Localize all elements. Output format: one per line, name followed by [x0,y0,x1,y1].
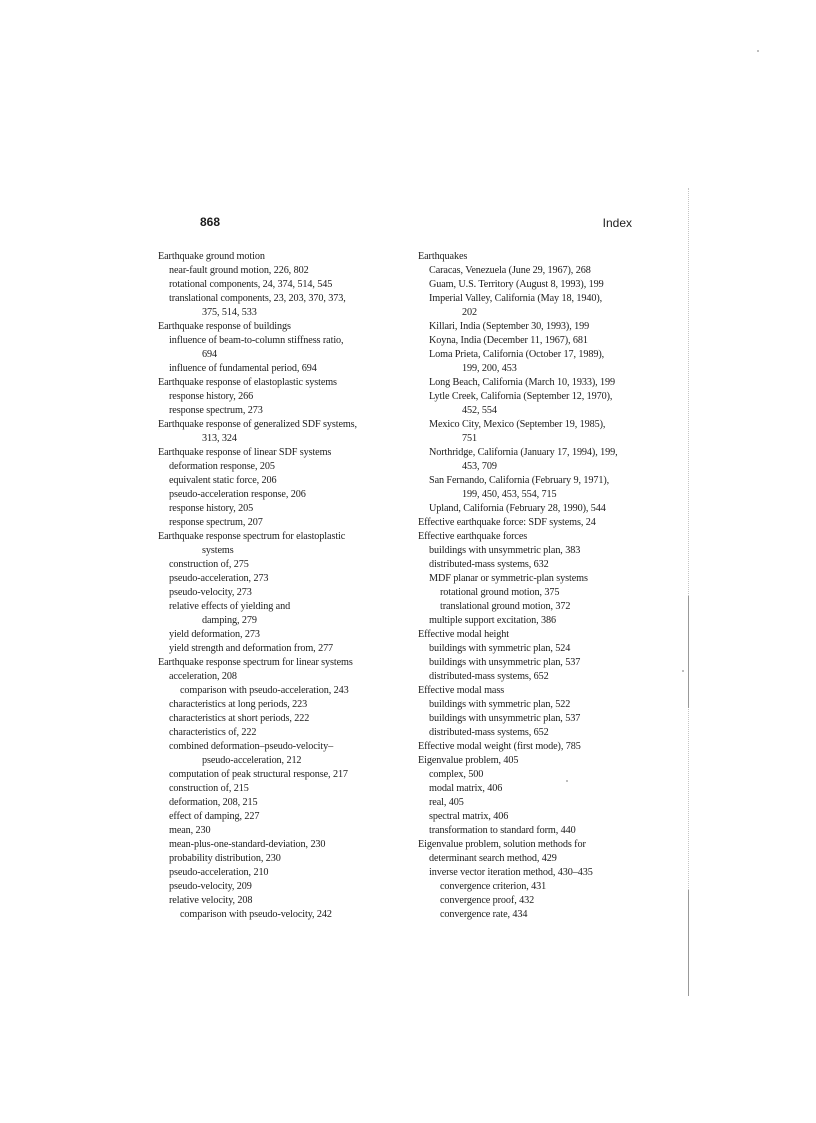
index-entry: pseudo-acceleration, 273 [169,573,269,584]
index-entry: modal matrix, 406 [429,783,503,794]
index-entry: relative effects of yielding and [169,601,291,612]
index-entry: near-fault ground motion, 226, 802 [169,265,309,276]
index-entry: response spectrum, 273 [169,405,263,416]
index-entry: 199, 200, 453 [462,363,517,374]
index-entry: yield strength and deformation from, 277 [169,643,334,654]
index-entry: 313, 324 [202,433,237,444]
index-entry: pseudo-velocity, 209 [169,881,252,892]
index-entry: 452, 554 [462,405,497,416]
index-entry: comparison with pseudo-velocity, 242 [180,909,332,920]
index-entry: 453, 709 [462,461,497,472]
index-entry: Earthquake response of buildings [158,321,291,332]
index-entry: yield deformation, 273 [169,629,260,640]
index-entry: Effective modal weight (first mode), 785 [418,741,581,752]
index-entry: translational components, 23, 203, 370, 373, [169,293,346,304]
index-entry: rotational ground motion, 375 [440,587,560,598]
index-entry: translational ground motion, 372 [440,601,571,612]
index-entry: computation of peak structural response, 217 [169,769,348,780]
index-entry: Koyna, India (December 11, 1967), 681 [429,335,588,346]
index-entry: Earthquake response of elastoplastic systems [158,377,337,388]
index-entry: Imperial Valley, California (May 18, 1940), [429,293,603,304]
index-entry: deformation response, 205 [169,461,275,472]
index-entry: spectral matrix, 406 [429,811,509,822]
index-entry: characteristics at short periods, 222 [169,713,310,724]
index-entry: buildings with unsymmetric plan, 537 [429,713,581,724]
index-entry: Earthquake response spectrum for linear systems [158,657,353,668]
running-head: Index [602,216,632,230]
index-entry: multiple support excitation, 386 [429,615,556,626]
index-entry: pseudo-acceleration, 210 [169,867,269,878]
index-entry: determinant search method, 429 [429,853,557,864]
index-entry: Earthquakes [418,251,468,262]
scan-dot [757,50,759,52]
index-column-right [418,250,658,922]
index-entry: distributed-mass systems, 632 [429,559,549,570]
index-entry: construction of, 215 [169,783,249,794]
index-entry: Earthquake response spectrum for elastoplastic [158,531,346,542]
index-entry: response history, 205 [169,503,254,514]
index-entry: Effective earthquake force: SDF systems, 24 [418,517,596,528]
scan-dot [682,670,684,672]
index-entry: Upland, California (February 28, 1990), 544 [429,503,606,514]
index-entry: relative velocity, 208 [169,895,253,906]
index-entry: pseudo-velocity, 273 [169,587,252,598]
index-entry: construction of, 275 [169,559,249,570]
index-entry: complex, 500 [429,769,484,780]
index-entry: Effective earthquake forces [418,531,528,542]
index-entry: response history, 266 [169,391,254,402]
index-entry: deformation, 208, 215 [169,797,258,808]
index-entry: buildings with unsymmetric plan, 383 [429,545,581,556]
index-entry: Long Beach, California (March 10, 1933), 199 [429,377,615,388]
index-entry: convergence criterion, 431 [440,881,547,892]
index-entry: response spectrum, 207 [169,517,263,528]
index-entry: pseudo-acceleration, 212 [202,755,302,766]
index-entry: acceleration, 208 [169,671,237,682]
index-entry: real, 405 [429,797,464,808]
index-entry: Earthquake ground motion [158,251,265,262]
index-column-left [158,250,398,922]
page-number: 868 [200,215,221,229]
index-entry: Eigenvalue problem, 405 [418,755,519,766]
index-entry: characteristics at long periods, 223 [169,699,308,710]
scan-edge-line [688,188,689,996]
index-entry: Northridge, California (January 17, 1994), 199, [429,447,618,458]
index-entry: Loma Prieta, California (October 17, 1989), [429,349,605,360]
index-entry: probability distribution, 230 [169,853,281,864]
index-entry: Killari, India (September 30, 1993), 199 [429,321,590,332]
index-entry: transformation to standard form, 440 [429,825,576,836]
index-entry: convergence proof, 432 [440,895,535,906]
index-entry: Guam, U.S. Territory (August 8, 1993), 199 [429,279,604,290]
index-entry: Lytle Creek, California (September 12, 1970), [429,391,613,402]
index-entry: combined deformation–pseudo-velocity– [169,741,334,752]
index-entry: mean-plus-one-standard-deviation, 230 [169,839,326,850]
index-entry: buildings with unsymmetric plan, 537 [429,657,581,668]
index-entry: buildings with symmetric plan, 522 [429,699,571,710]
scan-dot [566,780,568,782]
index-entry: Earthquake response of generalized SDF systems, [158,419,357,430]
index-entry: Earthquake response of linear SDF systems [158,447,332,458]
index-entry: rotational components, 24, 374, 514, 545 [169,279,333,290]
index-entry: distributed-mass systems, 652 [429,671,549,682]
index-entry: Effective modal mass [418,685,505,696]
index-entry: Eigenvalue problem, solution methods for [418,839,586,850]
index-entry: 375, 514, 533 [202,307,257,318]
index-entry: convergence rate, 434 [440,909,528,920]
index-entry: influence of beam-to-column stiffness ratio, [169,335,344,346]
index-entry: damping, 279 [202,615,257,626]
index-entry: buildings with symmetric plan, 524 [429,643,571,654]
index-entry: mean, 230 [169,825,211,836]
index-entry: 202 [462,307,477,318]
index-entry: characteristics of, 222 [169,727,257,738]
index-entry: 199, 450, 453, 554, 715 [462,489,557,500]
index-entry: Effective modal height [418,629,509,640]
index-entry: MDF planar or symmetric-plan systems [429,573,588,584]
scan-mark [688,890,689,996]
index-entry: comparison with pseudo-acceleration, 243 [180,685,349,696]
index-entry: influence of fundamental period, 694 [169,363,317,374]
index-entry: effect of damping, 227 [169,811,260,822]
index-entry: Caracas, Venezuela (June 29, 1967), 268 [429,265,591,276]
index-entry: inverse vector iteration method, 430–435 [429,867,593,878]
index-entry: equivalent static force, 206 [169,475,277,486]
index-entry: 751 [462,433,477,444]
scan-mark [688,596,689,708]
index-entry: 694 [202,349,217,360]
index-entry: distributed-mass systems, 652 [429,727,549,738]
index-entry: Mexico City, Mexico (September 19, 1985), [429,419,606,430]
index-entry: systems [202,545,234,556]
index-entry: San Fernando, California (February 9, 1971), [429,475,610,486]
index-entry: pseudo-acceleration response, 206 [169,489,306,500]
